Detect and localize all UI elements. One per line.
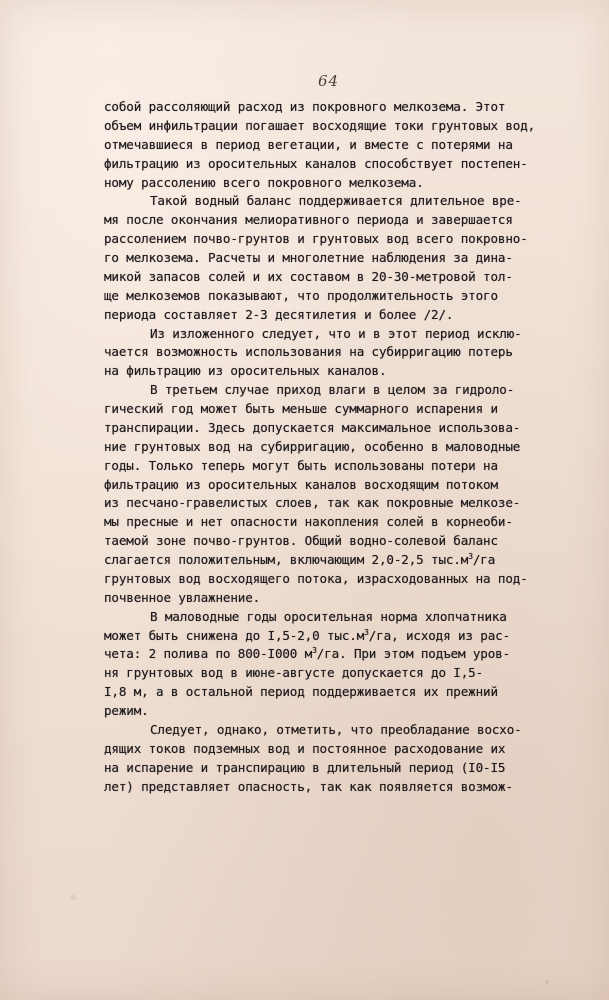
paragraph-start-line: В третьем случае приход влаги в целом за гидроло- <box>150 382 515 398</box>
text-line: из песчано-гравелистых слоев, так как покровные мелкозе- <box>104 495 521 511</box>
line-tail: /га, исходя из рас- <box>368 627 511 643</box>
paper-stain <box>70 895 76 900</box>
text-line-with-superscript <box>104 551 554 570</box>
text-line: объем инфильтрации погашает восходящие токи грунтовых вод, <box>104 117 536 133</box>
text-line: годы. Только теперь могут быть использованы потери на <box>104 457 498 473</box>
paragraph-start-line: В маловодные годы оросительная норма хлопчатника <box>150 608 507 624</box>
paragraph-start-line: Из изложенного следует, что и в этот период исклю- <box>150 325 522 341</box>
text-line: на испарение и транспирацию в длительный период (I0-I5 <box>104 759 506 775</box>
text-line: дящих токов подземных вод и постоянное расходование их <box>104 740 506 756</box>
text-line-with-superscript <box>104 627 554 646</box>
superscript-3: 3 <box>312 646 317 656</box>
text-line: фильтрацию из оросительных каналов способствует постепен- <box>104 155 528 171</box>
text-line: грунтовых вод восходящего потока, израсходованных на под- <box>104 570 528 586</box>
line-text: может быть снижена до I,5-2,0 тыс.м <box>104 627 365 643</box>
text-line-with-superscript <box>104 645 554 664</box>
superscript-3: 3 <box>468 552 473 561</box>
text-line: лет) представляет опасность, так как появляется возмож- <box>104 778 513 794</box>
text-line: I,8 м, а в остальной период поддерживается их прежний <box>104 684 498 700</box>
paper-stain <box>545 980 549 984</box>
text-line: отмечавшиеся в период вегетации, и вместе с потерями на <box>104 136 513 152</box>
text-line: почвенное увлажнение. <box>104 589 261 605</box>
text-line: периода составляет 2-3 десятилетия и более /2/. <box>104 306 454 322</box>
text-line: собой рассоляющий расход из покровного мелкозема. Этот <box>104 99 506 114</box>
text-line: ще мелкоземов показывают, что продолжительность этого <box>104 287 498 303</box>
line-text: слагается положительным, включающим 2,0-2,5 тыс.м <box>104 552 469 567</box>
text-line: фильтрацию из оросительных каналов восходящим потоком <box>104 476 498 492</box>
text-line: на фильтрацию из оросительных каналов. <box>104 363 387 379</box>
text-line: чается возможность использования на субирригацию потерь <box>104 344 513 360</box>
text-line: мы пресные и нет опасности накопления солей в корнеоби- <box>104 514 513 530</box>
line-text: чета: 2 полива по 800-I000 м <box>104 646 313 662</box>
line-tail: /га. При этом подъем уров- <box>316 646 511 662</box>
page-number: 64 <box>318 72 340 90</box>
text-line: режим. <box>104 703 149 718</box>
body-text <box>104 98 554 796</box>
text-line: таемой зоне почво-грунтов. Общий водно-солевой баланс <box>104 533 498 549</box>
text-line: рассолением почво-грунтов и грунтовых вод всего покровно- <box>104 231 528 247</box>
line-tail: /га <box>472 552 496 567</box>
paragraph-start-line: Следует, однако, отметить, что преобладание восхо- <box>150 721 522 737</box>
text-line: микой запасов солей и их составом в 20-30-метровой тол- <box>104 268 513 284</box>
text-line: транспирации. Здесь допускается максимальное использова- <box>104 419 521 435</box>
text-line: ня грунтовых вод в июне-августе допускается до I,5- <box>104 665 484 681</box>
text-line: ному рассолению всего покровного мелкозема. <box>104 174 424 190</box>
text-line: мя после окончания мелиоративного периода и завершается <box>104 212 513 228</box>
text-line: го мелкозема. Расчеты и многолетние наблюдения за дина- <box>104 250 513 265</box>
text-line: ние грунтовых вод на субирригацию, особенно в маловодные <box>104 438 521 454</box>
paragraph-start-line: Такой водный баланс поддерживается длительное вре- <box>150 193 522 209</box>
text-line: гический год может быть меньше суммарного испарения и <box>104 401 498 416</box>
superscript-3: 3 <box>364 627 369 637</box>
